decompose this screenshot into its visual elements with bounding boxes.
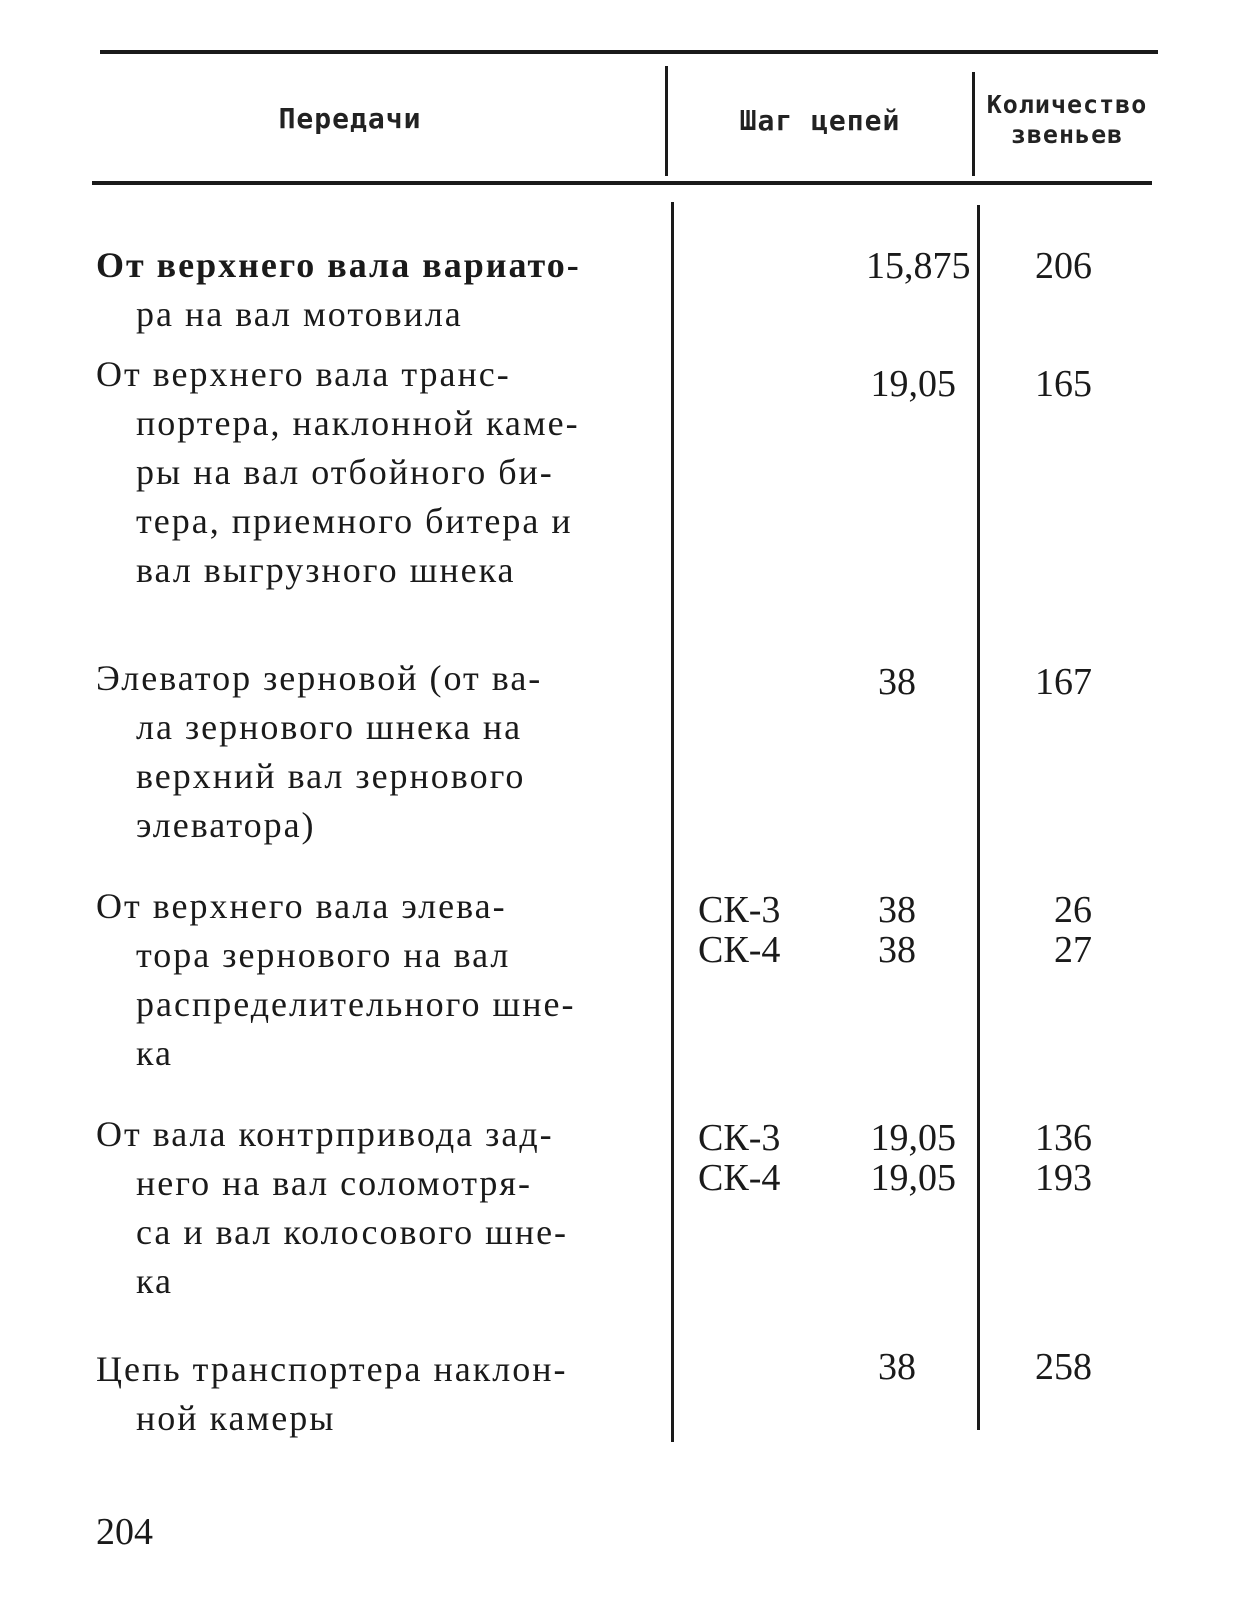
- row-5-step-2: 19,05: [870, 1157, 956, 1199]
- row-5-count-2: 193: [1035, 1157, 1092, 1199]
- row-5-type-2: СК-4: [698, 1157, 781, 1199]
- header-bottom-rule: [92, 181, 1152, 185]
- row-3-line-2: ла зернового шнека на: [136, 707, 523, 747]
- row-1-count: 206: [1035, 245, 1092, 287]
- row-2-line-2: портера, наклонной каме-: [136, 403, 580, 443]
- page-number: 204: [96, 1511, 153, 1553]
- row-1-line-1: От верхнего вала вариато-: [96, 245, 581, 285]
- row-5-line-2: него на вал соломотря-: [136, 1163, 532, 1203]
- header-link-count-line2: звеньев: [1010, 120, 1124, 149]
- row-2-line-4: тера, приемного битера и: [136, 501, 573, 541]
- row-2-step: 19,05: [870, 363, 956, 405]
- body-separator-1: [671, 202, 674, 1442]
- row-3-line-1: Элеватор зерновой (от ва-: [96, 658, 543, 698]
- row-4-count-1: 26: [1054, 889, 1092, 931]
- row-4-type-2: СК-4: [698, 929, 781, 971]
- header-separator-2: [972, 72, 975, 176]
- row-5-line-3: са и вал колосового шне-: [136, 1212, 569, 1252]
- row-4-line-4: ка: [136, 1033, 173, 1073]
- row-2-line-3: ры на вал отбойного би-: [136, 452, 554, 492]
- row-1-line-2: ра на вал мотовила: [136, 294, 463, 334]
- row-2-line-5: вал выгрузного шнека: [136, 550, 516, 590]
- row-1-description: [96, 241, 630, 339]
- row-4-line-2: тора зернового на вал: [136, 935, 511, 975]
- row-3-description: [96, 654, 630, 850]
- row-3-line-4: элеватора): [136, 805, 316, 845]
- row-5-type-1: СК-3: [698, 1117, 781, 1159]
- header-link-count: [976, 90, 1158, 150]
- row-2-description: [96, 350, 630, 595]
- header-transmissions: Передачи: [278, 102, 422, 135]
- row-5-count-1: 136: [1035, 1117, 1092, 1159]
- row-1-step: 15,875: [866, 245, 971, 287]
- row-5-line-1: От вала контрпривода зад-: [96, 1114, 554, 1154]
- row-3-line-3: верхний вал зернового: [136, 756, 526, 796]
- row-4-step-2: 38: [878, 929, 916, 971]
- row-5-description: [96, 1110, 630, 1306]
- header-link-count-line1: Количество: [986, 90, 1148, 119]
- row-4-line-1: От верхнего вала элева-: [96, 886, 507, 926]
- row-6-line-1: Цепь транспортера наклон-: [96, 1349, 568, 1389]
- row-6-count: 258: [1035, 1346, 1092, 1388]
- row-2-line-1: От верхнего вала транс-: [96, 354, 511, 394]
- row-3-count: 167: [1035, 661, 1092, 703]
- row-4-step-1: 38: [878, 889, 916, 931]
- row-4-line-3: распределительного шне-: [136, 984, 576, 1024]
- row-3-step: 38: [878, 661, 916, 703]
- row-6-line-2: ной камеры: [136, 1398, 336, 1438]
- header-chain-pitch: Шаг цепей: [739, 104, 901, 137]
- row-4-description: [96, 882, 630, 1078]
- row-5-step-1: 19,05: [870, 1117, 956, 1159]
- body-separator-2: [977, 205, 980, 1430]
- top-rule: [100, 50, 1158, 54]
- row-5-line-4: ка: [136, 1261, 173, 1301]
- row-6-step: 38: [878, 1346, 916, 1388]
- row-4-count-2: 27: [1054, 929, 1092, 971]
- row-4-type-1: СК-3: [698, 889, 781, 931]
- row-2-count: 165: [1035, 363, 1092, 405]
- header-separator-1: [665, 66, 668, 176]
- row-6-description: [96, 1345, 630, 1443]
